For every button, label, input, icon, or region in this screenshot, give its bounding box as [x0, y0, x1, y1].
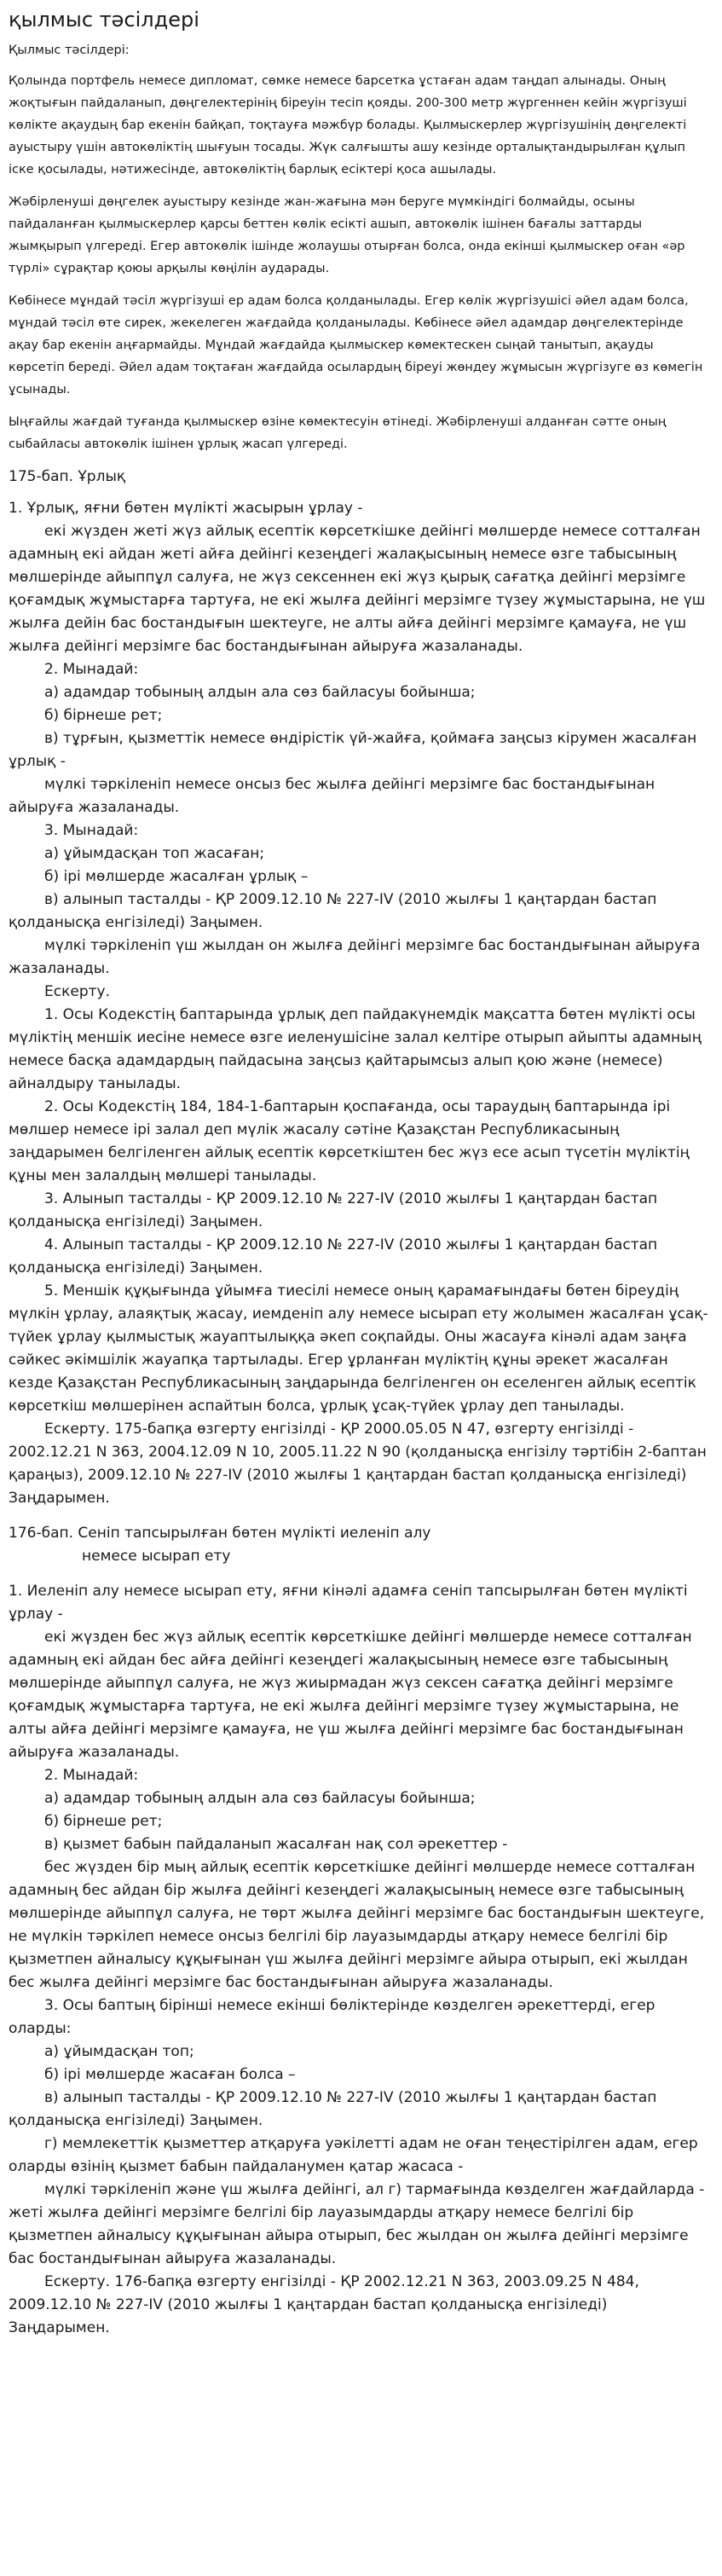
intro-lead: Қылмыс тәсілдері:	[9, 43, 130, 57]
intro-paragraph: Ыңғайлы жағдай туғанда қылмыскер өзіне көмектесуін өтінеді. Жәбірленуші алданған сәтте оның сыбайласы автокөлік ішінен ұрлық жасап үлгереді.	[9, 415, 667, 451]
article-note: 3. Алынып тасталды - ҚР 2009.12.10 № 227-IV (2010 жылғы 1 қаңтардан бастап қолданысқа енгізіледі) Заңымен.	[9, 1190, 658, 1230]
article-amendment: Ескерту. 175-бапқа өзгерту енгізілді - ҚР 2000.05.05 N 47, өзгерту енгізілді - 2002.12.21 N 363, 2004.12.09 N 10, 2005.11.22 N 90 (қолданысқа енгізілу тәртібін 2-баптан қараңыз), 2009.12.10 № 227-IV (2010 жылғы 1 қаңтардан бастап қолданысқа енгізіледі) Заңдарымен.	[9, 1421, 707, 1507]
article-line: б) бірнеше рет;	[44, 1813, 163, 1830]
article-note: 1. Осы Кодекстің баптарында ұрлық деп пайдакүнемдік мақсатта бөтен мүлікті осы мүліктің меншік иесіне немесе өзге иеленушісіне залал келтіре отырып айыпты адамның немесе басқа адамдардың пайдасына заңсыз қайтарымсыз алып қою және (немесе) айналдыру танылады.	[9, 1006, 702, 1092]
article-amendment: Ескерту. 176-бапқа өзгерту енгізілді - ҚР 2002.12.21 N 363, 2003.09.25 N 484, 2009.12.10 № 227-IV (2010 жылғы 1 қаңтардан бастап қолданысқа енгізіледі) Заңдарымен.	[9, 2273, 639, 2336]
page-title: қылмыс тәсілдері	[9, 8, 199, 32]
article-line: екі жүзден бес жүз айлық есептік көрсеткішке дейінгі мөлшерде немесе сотталған адамның екі айдан бес айға дейінгі кезеңдегі жалақысының немесе өзге табысының мөлшерінде айыппұл салуға, не жүз жиырмадан жүз сексен сағатқа дейінгі мерзімге қоғамдық жұмыстарға тартуға, не екі жылға дейінгі мерзімге түзеу жұмыстарына, не алты айға дейінгі мерзімге қамауға, не үш жылға дейінгі мерзімге бас бостандығынан айыруға жазаланады.	[9, 1629, 692, 1761]
intro-section	[9, 39, 710, 455]
article-line: 1. Ұрлық, яғни бөтен мүлікті жасырын ұрлау -	[9, 500, 363, 517]
article-line: мүлкі тәркіленіп үш жылдан он жылға дейінгі мерзімге бас бостандығынан айыруға жазаланады.	[9, 937, 701, 977]
article-note: 5. Меншік құқығында ұйымға тиесілі немесе оның қарамағындағы бөтен біреудің мүлкін ұрлау, алаяқтық жасау, иемденіп алу немесе ысырап ету жолымен жасалған ұсақ-түйек ұрлау қылмыстық жауаптылыққа әкеп соқпайды. Оны жасауға кінәлі адам заңға сәйкес әкімшілік жауапқа тартылады. Егер ұрланған мүліктің құны әрекет жасалған кезде Қазақстан Республикасының заңдарында белгіленген он еселенген айлық есептік көрсеткіш мөлшерінен аспайтын болса, ұрлық ұсақ-түйек ұрлау деп танылады.	[9, 1282, 708, 1415]
article-line: в) алынып тасталды - ҚР 2009.12.10 № 227-IV (2010 жылғы 1 қаңтардан бастап қолданысқа енгізіледі) Заңымен.	[9, 2089, 657, 2129]
article-line: б) бірнеше рет;	[44, 707, 163, 724]
article-176-title-cont: немесе ысырап ету	[82, 1548, 231, 1565]
article-line: а) адамдар тобының алдын ала сөз байласуы бойынша;	[44, 1790, 476, 1807]
article-line: 3. Осы баптың бірінші немесе екінші бөліктерінде көзделген әрекеттерді, егер оларды:	[9, 1997, 656, 2037]
article-line: екі жүзден жеті жүз айлық есептік көрсеткішке дейінгі мөлшерде немесе сотталған адамның екі айдан жеті айға дейінгі кезеңдегі жалақысының немесе өзге табысының мөлшерінде айыппұл салуға, не жүз сексеннен екі жүз қырық сағатқа дейінгі мерзімге қоғамдық жұмыстарға тартуға, не екі жылға дейінгі мерзімге түзеу жұмыстарына, не үш жылға дейін бас бостандығын шектеуге, не алты айға дейінгі мерзімге қамауға, не үш жылға дейінгі мерзімге бас бостандығынан айыруға жазаланады.	[9, 523, 706, 655]
intro-paragraph: Жәбірленуші дөңгелек ауыстыру кезінде жан-жағына мән беруге мүмкіндігі болмайды, осыны пайдаланған қылмыскерлер қарсы беттен көлік есікті ашып, автокөлік ішінен бағалы заттарды жымқырып үлгереді. Егер автокөлік ішінде жолаушы отырған болса, онда екінші қылмыскер оған «әр түрлі» сұрақтар қоюы арқылы көңілін аударады.	[9, 195, 685, 275]
article-line: 1. Иеленіп алу немесе ысырап ету, яғни кінәлі адамға сеніп тапсырылған бөтен мүлікті ұрлау -	[9, 1583, 688, 1623]
article-line: мүлкі тәркіленіп немесе онсыз бес жылға дейінгі мерзімге бас бостандығынан айыруға жазаланады.	[9, 776, 656, 816]
article-line: 3. Мынадай:	[44, 822, 139, 839]
article-line: 2. Мынадай:	[44, 661, 139, 678]
article-line: мүлкі тәркіленіп және үш жылға дейінгі, ал г) тармағында көзделген жағдайларда - жеті жылға дейінгі мерзімге белгілі бір лауазымдарды атқару немесе белгілі бір қызметпен айналысу құқығынан айыра отырып, бес жылдан он жылға дейінгі мерзімге бас бостандығынан айыруға жазаланады.	[9, 2181, 705, 2267]
article-line: в) қызмет бабын пайдаланып жасалған нақ сол әрекеттер -	[44, 1836, 508, 1853]
article-line: г) мемлекеттік қызметтер атқаруға уәкілетті адам не оған теңестірілген адам, егер оларды өзінің қызмет бабын пайдаланумен қатар жасаса -	[9, 2135, 698, 2175]
article-note: 4. Алынып тасталды - ҚР 2009.12.10 № 227-IV (2010 жылғы 1 қаңтардан бастап қолданысқа енгізіледі) Заңымен.	[9, 1236, 658, 1276]
article-line: бес жүзден бір мың айлық есептік көрсеткішке дейінгі мөлшерде немесе сотталған адамның бес айдан бір жылға дейінгі кезеңдегі жалақысының немесе өзге табысының мөлшерінде айыппұл салуға, не төрт жылға дейінгі мерзімге бас бостандығын шектеуге, не мүлкін тәркілеп немесе онсыз белгілі бір лауазымдарды атқару немесе белгілі бір қызметпен айналысу құқығынан үш жылға дейінгі мерзімге айыра отырып, екі жылдан бес жылға дейінгі мерзімге бас бостандығынан айыруға жазаланады.	[9, 1859, 705, 1991]
article-176-title: 176-бап. Сеніп тапсырылған бөтен мүлікті иеленіп алу	[9, 1525, 431, 1542]
intro-paragraph: Қолында портфель немесе дипломат, сөмке немесе барсетка ұстаған адам таңдап алынады. Оның жоқтығын пайдаланып, дөңгелектерінің біреуін тесіп қояды. 200-300 метр жүргеннен кейін жүргізуші көлікте ақаудың бар екенін байқап, тоқтауға мәжбүр болады. Қылмыскерлер жүргізушінің дөңгелекті ауыстыру үшін автокөліктің шығуын тосады. Жүк салғышты ашу кезінде орталықтандырылған құлып іске қосылады, нәтижесінде, автокөліктің барлық есіктері қоса ашылады.	[9, 74, 687, 177]
article-note-label: Ескерту.	[44, 983, 110, 1000]
article-line: б) ірі мөлшерде жасалған ұрлық –	[44, 868, 309, 885]
article-175-title: 175-бап. Ұрлық	[9, 468, 126, 485]
law-text	[9, 466, 710, 2340]
article-line: а) адамдар тобының алдын ала сөз байласуы бойынша;	[44, 684, 476, 701]
article-line: б) ірі мөлшерде жасаған болса –	[44, 2066, 296, 2083]
article-line: а) ұйымдасқан топ;	[44, 2043, 194, 2060]
article-line: а) ұйымдасқан топ жасаған;	[44, 845, 265, 862]
article-line: 2. Мынадай:	[44, 1767, 139, 1784]
intro-paragraph: Көбінесе мұндай тәсіл жүргізуші ер адам болса қолданылады. Егер көлік жүргізушісі әйел адам болса, мұндай тәсіл өте сирек, жекелеген жағдайда қолданылады. Көбінесе әйел адамдар дөңгелектерінде ақау бар екенін аңғармайды. Мұндай жағдайда қылмыскер көмектескен сыңай танытып, ақауды көрсетіп береді. Әйел адам тоқтаған жағдайда осылардың біреуі жөндеу жұмысын жүргізуге өз көмегін ұсынады.	[9, 294, 703, 397]
article-line: в) алынып тасталды - ҚР 2009.12.10 № 227-IV (2010 жылғы 1 қаңтардан бастап қолданысқа енгізіледі) Заңымен.	[9, 891, 657, 931]
article-line: в) тұрғын, қызметтік немесе өндірістік үй-жайға, қоймаға заңсыз кірумен жасалған ұрлық -	[9, 730, 697, 770]
article-note: 2. Осы Кодекстің 184, 184-1-баптарын қоспағанда, осы тараудың баптарында ірі мөлшер немесе ірі залал деп мүлік жасалу сәтіне Қазақстан Республикасының заңдарымен белгіленген айлық есептік көрсеткіштен бес жүз есе асып түсетін мүліктің құны мен залалдың мөлшері танылады.	[9, 1098, 690, 1184]
